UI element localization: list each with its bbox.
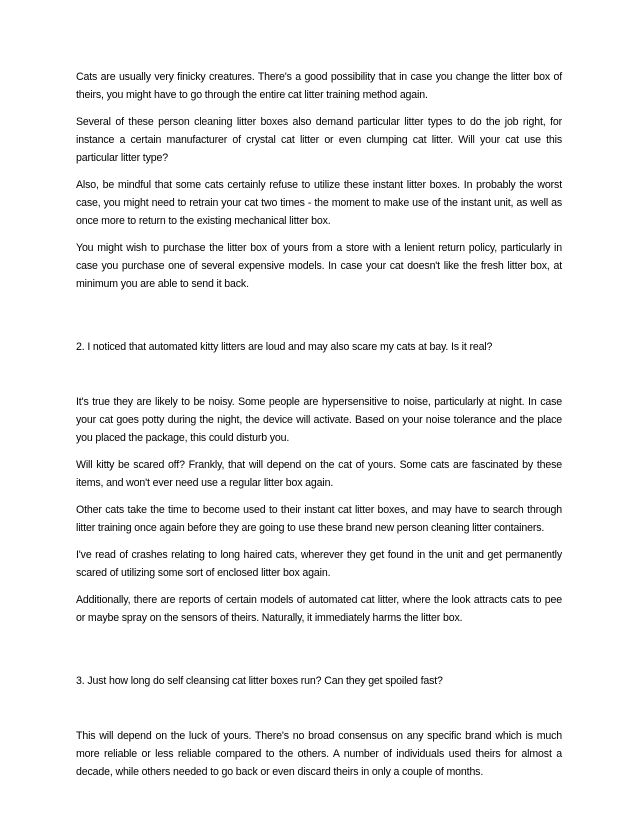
paragraph: This will depend on the luck of yours. There's no broad consensus on any specific brand which is much more reliable or less reliable compared to the others. A number of individuals used theirs for almost a decade, while others needed to go back or even discard theirs in only a couple of months. [76,730,562,778]
paragraph: Several of these person cleaning litter boxes also demand particular litter types to do the job right, for instance a certain manufacturer of crystal cat litter or even clumping cat litter. Will your cat use this particular litter type? [76,116,562,164]
paragraph: I've read of crashes relating to long haired cats, wherever they get found in the unit and get permanently scared of utilizing some sort of enclosed litter box again. [76,549,562,579]
paragraph: Additionally, there are reports of certain models of automated cat litter, where the look attracts cats to pee or maybe spray on the sensors of theirs. Naturally, it immediately harms the litter box. [76,594,562,624]
spacer [76,302,562,338]
question-heading-3: 3. Just how long do self cleansing cat litter boxes run? Can they get spoiled fast? [76,675,443,687]
spacer [76,690,562,727]
paragraph: It's true they are likely to be noisy. Some people are hypersensitive to noise, particularly at night. In case your cat goes potty during the night, the device will activate. Based on your noise tolerance and the place you placed the package, this could disturb you. [76,396,562,444]
spacer [76,636,562,672]
paragraph: Will kitty be scared off? Frankly, that will depend on the cat of yours. Some cats are fascinated by these items, and won't ever need use a regular litter box again. [76,459,562,489]
paragraph: Cats are usually very finicky creatures. There's a good possibility that in case you change the litter box of theirs, you might have to go through the entire cat litter training method again. [76,71,562,101]
spacer [76,356,562,393]
paragraph: You might wish to purchase the litter box of yours from a store with a lenient return policy, particularly in case you purchase one of several expensive models. In case your cat doesn't like the fresh litter box, at minimum you are able to send it back. [76,242,562,290]
question-heading-2: 2. I noticed that automated kitty litters are loud and may also scare my cats at bay. Is it real? [76,341,493,353]
document-page [76,68,562,790]
paragraph: Other cats take the time to become used to their instant cat litter boxes, and may have to search through litter training once again before they are going to use these brand new person cleaning litter containers. [76,504,562,534]
paragraph: Also, be mindful that some cats certainly refuse to utilize these instant litter boxes. In probably the worst case, you might need to retrain your cat two times - the moment to make use of the instant unit, as well as once more to return to the existing mechanical litter box. [76,179,562,227]
